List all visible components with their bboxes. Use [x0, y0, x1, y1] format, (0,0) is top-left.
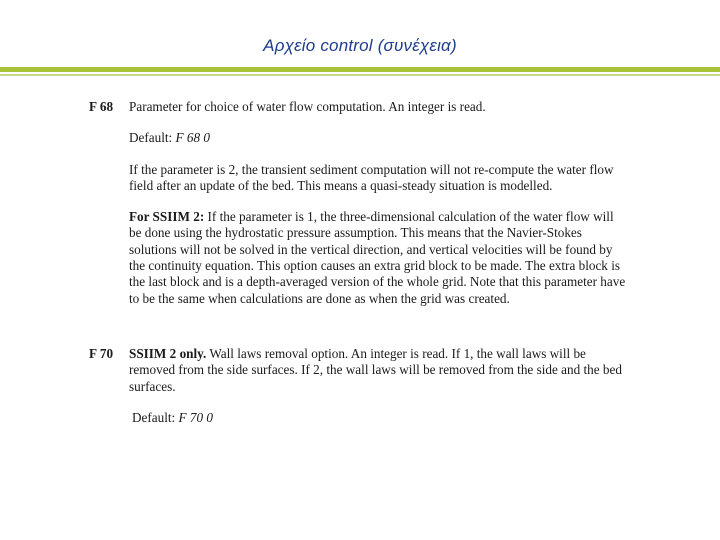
parameter-ssiim-note	[129, 209, 629, 307]
description-text: Wall laws removal option. An integer is read. If 1, the wall laws will be removed from the side surfaces. If 2, the wall laws will be removed from the side and the bed surfaces.	[129, 346, 622, 394]
default-label: Default:	[132, 409, 179, 425]
title-divider-thin	[0, 74, 720, 76]
default-value: F 70 0	[178, 409, 213, 425]
ssiim-label: SSIIM 2 only.	[129, 346, 207, 361]
ssiim-label: For SSIIM 2:	[129, 209, 205, 225]
parameter-default	[129, 130, 629, 146]
parameter-description	[129, 346, 629, 395]
default-value: F 68 0	[175, 130, 210, 146]
parameter-body	[129, 346, 629, 426]
parameter-id: F 70	[89, 346, 114, 361]
slide-title: Αρχείο control (συνέχεια)	[263, 36, 457, 55]
default-label: Default:	[129, 130, 176, 146]
parameter-description: Parameter for choice of water flow computation. An integer is read.	[129, 99, 486, 114]
parameter-body	[129, 99, 629, 307]
parameter-id: F 68	[89, 99, 114, 114]
parameter-default	[129, 410, 629, 426]
title-divider-thick	[0, 67, 720, 72]
ssiim-text: If the parameter is 1, the three-dimensional calculation of the water flow will be done using the hydrostatic pressure assumption. This means that the Navier-Stokes solutions will not be solved in the vertical direction, and vertical velocities will be found by the continuity equation. This option causes an extra grid block to be made. The extra block is the last block and is a depth-averaged version of the whole grid. Note that this parameter have to be the same when calculations are done as when the grid was created.	[129, 209, 626, 306]
parameter-entry-f70	[89, 346, 629, 426]
parameter-entry-f68	[89, 99, 629, 307]
parameter-note: If the parameter is 2, the transient sediment computation will not re-compute the water flow field after an update of the bed. This means a quasi-steady situation is modelled.	[129, 161, 614, 193]
